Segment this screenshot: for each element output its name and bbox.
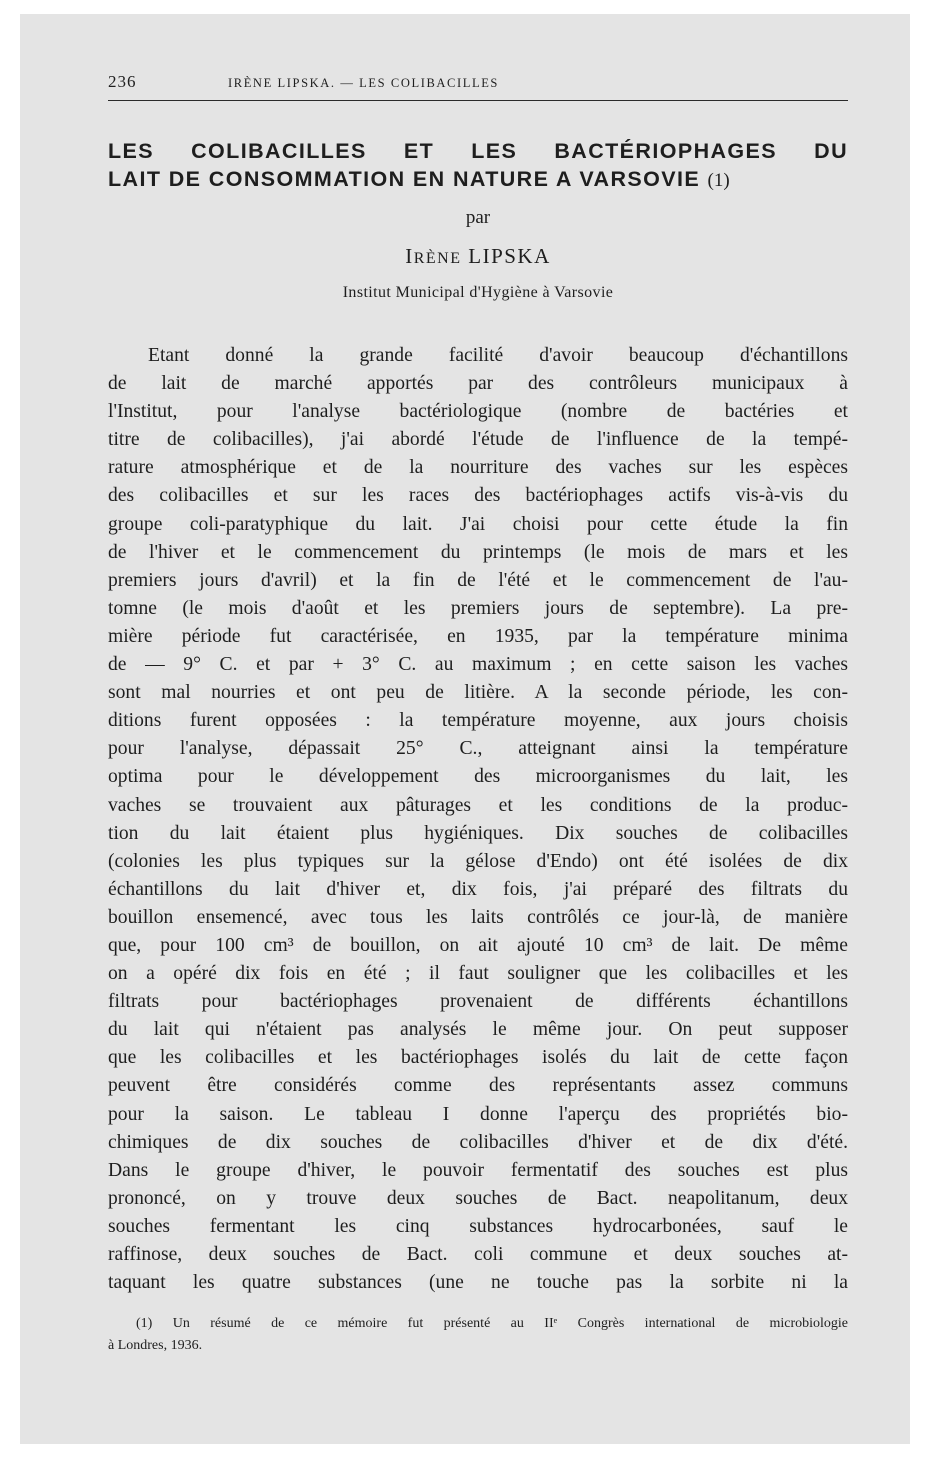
- body-line: optima pour le développement des microorganismes du lait, les: [108, 766, 848, 788]
- body-line: Etant donné la grande facilité d'avoir beaucoup d'échantillons: [148, 345, 848, 366]
- footnote-line: à Londres, 1936.: [108, 1338, 203, 1353]
- body-line: Dans le groupe d'hiver, le pouvoir fermentatif des souches est plus: [108, 1159, 848, 1181]
- body-line: du lait qui n'étaient pas analysés le même jour. On peut supposer: [108, 1019, 848, 1041]
- body-line: tomne (le mois d'août et les premiers jours de septembre). La pre-: [108, 597, 848, 619]
- body-line: premiers jours d'avril) et la fin de l'été et le commencement de l'au-: [108, 569, 848, 591]
- body-line: on a opéré dix fois en été ; il faut souligner que les colibacilles et les: [108, 963, 848, 985]
- body-line: (colonies les plus typiques sur la gélose d'Endo) ont été isolées de dix: [108, 850, 848, 872]
- body-text: [108, 342, 848, 1297]
- footnote-line: (1) Un résumé de ce mémoire fut présenté au IIᵉ Congrès international de microbiologie: [136, 1316, 848, 1331]
- body-line: pour la saison. Le tableau I donne l'aperçu des propriétés bio-: [108, 1103, 848, 1125]
- body-line: de — 9° C. et par + 3° C. au maximum ; en cette saison les vaches: [108, 654, 848, 676]
- body-line: l'Institut, pour l'analyse bactériologique (nombre de bactéries et: [108, 401, 848, 423]
- footnote: [108, 1313, 848, 1357]
- byline-par: par: [465, 207, 491, 228]
- body-line: raffinose, deux souches de Bact. coli commune et deux souches at-: [108, 1244, 848, 1265]
- body-line: mière période fut caractérisée, en 1935, par la température minima: [108, 625, 848, 647]
- body-line: vaches se trouvaient aux pâturages et les conditions de la produc-: [108, 794, 848, 816]
- body-line: des colibacilles et sur les races des bactériophages actifs vis-à-vis du: [108, 485, 848, 507]
- author-first-initial: I: [405, 244, 414, 268]
- title-line-1: LES COLIBACILLES ET LES BACTÉRIOPHAGES DU: [108, 139, 848, 163]
- body-line: ditions furent opposées : la température moyenne, aux jours choisis: [108, 710, 848, 732]
- title-line-2: [108, 165, 848, 195]
- body-line: peuvent être considérés comme des représentants assez communs: [108, 1075, 848, 1097]
- author-first-rest: RÈNE: [413, 250, 462, 267]
- author-name: [108, 244, 848, 269]
- author-affiliation: Institut Municipal d'Hygiène à Varsovie: [342, 284, 614, 301]
- body-line: rature atmosphérique et de la nourriture des vaches sur les espèces: [108, 457, 848, 479]
- body-line: de l'hiver et le commencement du printemps (le mois de mars et les: [108, 541, 848, 563]
- title-line-2-text: LAIT DE CONSOMMATION EN NATURE A VARSOVIE: [108, 167, 701, 191]
- body-line: échantillons du lait d'hiver et, dix fois, j'ai préparé des filtrats du: [108, 878, 848, 900]
- header-rule: [108, 100, 848, 101]
- body-line: sont mal nourries et ont peu de litière. A la seconde période, les con-: [108, 682, 848, 704]
- body-line: taquant les quatre substances (une ne touche pas la sorbite ni la: [108, 1272, 848, 1294]
- body-line: de lait de marché apportés par des contrôleurs municipaux à: [108, 373, 848, 395]
- running-header: [108, 72, 848, 92]
- body-line: tion du lait étaient plus hygiéniques. Dix souches de colibacilles: [108, 822, 848, 844]
- body-line: pour l'analyse, dépassait 25° C., atteignant ainsi la température: [108, 738, 848, 760]
- article-title: [108, 137, 848, 195]
- body-line: chimiques de dix souches de colibacilles d'hiver et de dix d'été.: [108, 1131, 848, 1153]
- body-line: souches fermentant les cinq substances hydrocarbonées, sauf le: [108, 1215, 848, 1237]
- body-line: que les colibacilles et les bactériophages isolés du lait de cette façon: [108, 1047, 848, 1069]
- body-line: groupe coli-paratyphique du lait. J'ai choisi pour cette étude la fin: [108, 513, 848, 535]
- author-last-name: LIPSKA: [468, 244, 551, 268]
- running-title: IRÈNE LIPSKA. — LES COLIBACILLES: [228, 76, 499, 90]
- body-line: filtrats pour bactériophages provenaient de différents échantillons: [108, 991, 848, 1013]
- body-line: bouillon ensemencé, avec tous les laits contrôlés ce jour-là, de manière: [108, 906, 848, 928]
- body-line: titre de colibacilles), j'ai abordé l'étude de l'influence de la tempé-: [108, 429, 848, 451]
- body-line: prononcé, on y trouve deux souches de Bact. neapolitanum, deux: [108, 1187, 848, 1209]
- page-number: 236: [108, 72, 137, 91]
- body-line: que, pour 100 cm³ de bouillon, on ait ajouté 10 cm³ de lait. De même: [108, 934, 848, 956]
- title-footnote-ref[interactable]: (1): [707, 170, 730, 191]
